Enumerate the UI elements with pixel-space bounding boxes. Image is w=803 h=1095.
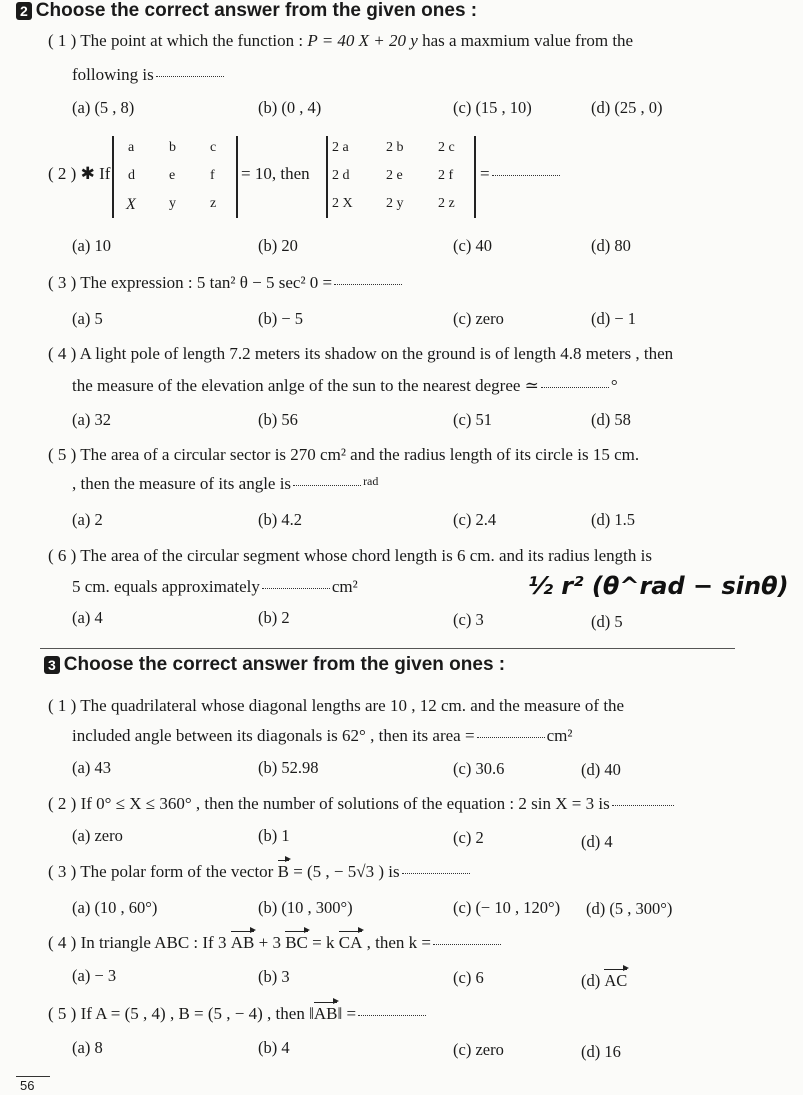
question-text: A light pole of length 7.2 meters its shadow on the ground is of length 4.8 meters , then xyxy=(79,344,674,363)
option-b[interactable]: (b) 52.98 xyxy=(258,758,319,777)
page-number: 56 xyxy=(20,1078,35,1093)
option-a[interactable]: (a) (5 , 8) xyxy=(72,98,135,117)
question-text: = k xyxy=(307,933,339,952)
vector-symbol: B xyxy=(277,862,289,881)
option-d[interactable]: (d) 1.5 xyxy=(591,510,635,529)
question-text: , then the measure of its angle is xyxy=(72,474,292,493)
formula: P = 40 X + 20 y xyxy=(307,31,418,50)
option-c[interactable]: (c) 40 xyxy=(453,236,492,255)
option-label: (d) xyxy=(581,971,605,990)
option-d[interactable]: (d) 5 xyxy=(591,612,623,631)
option-b[interactable]: (b) 20 xyxy=(258,236,298,255)
s2-q2-eq2 xyxy=(480,164,562,184)
question-text: ‖ = xyxy=(337,1004,357,1023)
answer-blank xyxy=(262,587,330,589)
option-a[interactable]: (a) 8 xyxy=(72,1038,103,1057)
s2-q1-line2 xyxy=(72,65,226,85)
option-a[interactable]: (a) 5 xyxy=(72,309,103,328)
option-b[interactable]: (b) (10 , 300°) xyxy=(258,898,353,917)
det-entry: a xyxy=(128,140,135,155)
question-text: The expression : 5 tan² θ − 5 sec² 0 = xyxy=(80,273,333,292)
s2-q3-line1 xyxy=(48,273,404,293)
star-icon: ✱ xyxy=(80,164,95,183)
det-entry: 2 X xyxy=(332,196,353,211)
question-number: ( 3 ) xyxy=(48,862,77,881)
question-text: The point at which the function : xyxy=(80,31,308,50)
question-text: the measure of the elevation anlge of the sun to the nearest degree ≃ xyxy=(72,376,539,395)
unit: rad xyxy=(363,474,379,488)
s2-q1-line1 xyxy=(48,31,633,51)
answer-blank xyxy=(334,283,402,285)
s2-q6-line1 xyxy=(48,546,652,566)
s3-q2-line1 xyxy=(48,794,676,814)
question-text: included angle between its diagonals is 62° , then its area = xyxy=(72,726,475,745)
answer-blank xyxy=(293,484,361,486)
unit: cm² xyxy=(546,726,573,745)
det-entry: z xyxy=(210,196,217,211)
vector-symbol: BC xyxy=(285,933,308,952)
det-entry: 2 b xyxy=(386,140,404,155)
question-text: If A = (5 , 4) , B = (5 , − 4) , then ‖ xyxy=(80,1004,314,1023)
det-entry: 2 c xyxy=(438,140,455,155)
section3-heading xyxy=(44,654,505,676)
option-b[interactable]: (b) 4.2 xyxy=(258,510,302,529)
vector-symbol: AB xyxy=(230,933,255,952)
option-d[interactable]: (d) (25 , 0) xyxy=(591,98,663,117)
option-a[interactable]: (a) 32 xyxy=(72,410,111,429)
section3-badge: 3 xyxy=(44,656,60,674)
s2-q4-line2 xyxy=(72,376,618,396)
option-c[interactable]: (c) 51 xyxy=(453,410,492,429)
det-entry: 2 e xyxy=(386,168,403,183)
option-b[interactable]: (b) 4 xyxy=(258,1038,290,1057)
answer-blank xyxy=(477,736,545,738)
section2-heading xyxy=(16,0,477,22)
question-number: ( 2 ) xyxy=(48,794,77,813)
answer-blank xyxy=(492,174,560,176)
answer-blank xyxy=(433,943,501,945)
question-text: If xyxy=(99,164,111,183)
option-d[interactable]: (d) 58 xyxy=(591,410,631,429)
s3-q1-line2 xyxy=(72,726,572,746)
question-text: = (5 , − 5√3 ) is xyxy=(288,862,400,881)
vector-symbol: AB xyxy=(313,1004,338,1023)
option-a[interactable]: (a) 2 xyxy=(72,510,103,529)
question-number: ( 4 ) xyxy=(48,933,77,952)
det-entry: d xyxy=(128,168,135,183)
unit: cm² xyxy=(331,577,358,596)
vector-symbol: CA xyxy=(338,933,363,952)
det-entry: 2 f xyxy=(438,168,454,183)
det-entry: y xyxy=(169,196,176,211)
det-entry: 2 a xyxy=(332,140,349,155)
question-text: 5 cm. equals approximately xyxy=(72,577,260,596)
option-c[interactable]: (c) 3 xyxy=(453,610,484,629)
option-c[interactable]: (c) (15 , 10) xyxy=(453,98,532,117)
s3-q3-line1 xyxy=(48,862,472,882)
question-number: ( 6 ) xyxy=(48,546,77,565)
section3-title: Choose the correct answer from the given ones : xyxy=(63,654,506,675)
det-entry: e xyxy=(169,168,176,183)
option-b[interactable]: (b) 2 xyxy=(258,608,290,627)
question-text: + 3 xyxy=(254,933,286,952)
determinant-2 xyxy=(326,136,474,218)
option-d[interactable] xyxy=(581,971,627,991)
option-d[interactable]: (d) 80 xyxy=(591,236,631,255)
det-entry: c xyxy=(210,140,217,155)
question-text: following is xyxy=(72,65,154,84)
equation-text: = xyxy=(480,164,490,183)
det-entry: b xyxy=(169,140,176,155)
answer-blank xyxy=(541,386,609,388)
question-text: The area of the circular segment whose chord length is 6 cm. and its radius length is xyxy=(80,546,652,565)
answer-blank xyxy=(156,75,224,77)
option-b[interactable]: (b) (0 , 4) xyxy=(258,98,322,117)
unit: ° xyxy=(610,376,618,395)
question-text: The area of a circular sector is 270 cm² and the radius length of its circle is 15 cm. xyxy=(80,445,640,464)
option-a[interactable]: (a) 4 xyxy=(72,608,103,627)
option-c[interactable]: (c) 6 xyxy=(453,968,484,987)
answer-blank xyxy=(402,872,470,874)
option-a[interactable]: (a) (10 , 60°) xyxy=(72,898,158,917)
option-a[interactable]: (a) − 3 xyxy=(72,966,117,985)
option-d[interactable]: (d) 40 xyxy=(581,760,621,779)
option-c[interactable]: (c) zero xyxy=(453,1040,504,1059)
s2-q5-line1 xyxy=(48,445,639,465)
vector-symbol: AC xyxy=(604,971,628,990)
question-text: , then xyxy=(271,164,310,183)
det-entry: 2 z xyxy=(438,196,455,211)
question-number: ( 4 ) xyxy=(48,344,77,363)
s3-q5-line1 xyxy=(48,1004,428,1024)
section-divider xyxy=(40,648,735,649)
s2-q4-line1 xyxy=(48,344,673,364)
question-number: ( 1 ) xyxy=(48,31,77,50)
question-number: ( 5 ) xyxy=(48,1004,77,1023)
det-entry: f xyxy=(210,168,215,183)
page-number-rule xyxy=(16,1076,50,1077)
option-d[interactable]: (d) 4 xyxy=(581,832,613,851)
question-number: ( 3 ) xyxy=(48,273,77,292)
s2-q2-label xyxy=(48,164,110,184)
section2-badge: 2 xyxy=(16,2,32,20)
answer-blank xyxy=(612,804,674,806)
question-text: , then k = xyxy=(362,933,431,952)
option-b[interactable]: (b) 56 xyxy=(258,410,298,429)
det-entry: X xyxy=(126,196,136,213)
option-b[interactable]: (b) 3 xyxy=(258,967,290,986)
s2-q5-line2 xyxy=(72,474,378,494)
equation-text: = 10 xyxy=(241,164,272,183)
option-d[interactable]: (d) (5 , 300°) xyxy=(586,899,673,918)
option-a[interactable]: (a) zero xyxy=(72,826,123,845)
determinant-bar xyxy=(474,136,476,218)
option-c[interactable]: (c) 2.4 xyxy=(453,510,497,529)
option-d[interactable]: (d) 16 xyxy=(581,1042,621,1061)
handwritten-note: ½ r² (θ^rad − sinθ) xyxy=(528,572,789,600)
s2-q6-line2 xyxy=(72,577,358,597)
question-number: ( 5 ) xyxy=(48,445,77,464)
option-c[interactable]: (c) 30.6 xyxy=(453,759,505,778)
determinant-1 xyxy=(112,136,236,218)
option-c[interactable]: (c) zero xyxy=(453,309,504,328)
det-entry: 2 y xyxy=(386,196,404,211)
question-text: The quadrilateral whose diagonal lengths are 10 , 12 cm. and the measure of the xyxy=(80,696,625,715)
question-number: ( 1 ) xyxy=(48,696,77,715)
question-text: If 0° ≤ X ≤ 360° , then the number of solutions of the equation : 2 sin X = 3 is xyxy=(80,794,610,813)
option-c[interactable]: (c) (− 10 , 120°) xyxy=(453,898,561,917)
option-d[interactable]: (d) − 1 xyxy=(591,309,637,328)
option-b[interactable]: (b) − 5 xyxy=(258,309,304,328)
question-text: The polar form of the vector xyxy=(80,862,278,881)
det-entry: 2 d xyxy=(332,168,350,183)
option-a[interactable]: (a) 10 xyxy=(72,236,111,255)
option-a[interactable]: (a) 43 xyxy=(72,758,111,777)
question-text: has a maxmium value from the xyxy=(417,31,634,50)
option-b[interactable]: (b) 1 xyxy=(258,826,290,845)
question-text: In triangle ABC : If 3 xyxy=(80,933,231,952)
question-number: ( 2 ) xyxy=(48,164,77,183)
determinant-bar xyxy=(236,136,238,218)
s3-q4-line1 xyxy=(48,933,503,953)
s3-q1-line1 xyxy=(48,696,624,716)
answer-blank xyxy=(358,1014,426,1016)
section2-title: Choose the correct answer from the given ones : xyxy=(35,0,478,21)
option-c[interactable]: (c) 2 xyxy=(453,828,484,847)
s2-q2-eq xyxy=(241,164,310,184)
